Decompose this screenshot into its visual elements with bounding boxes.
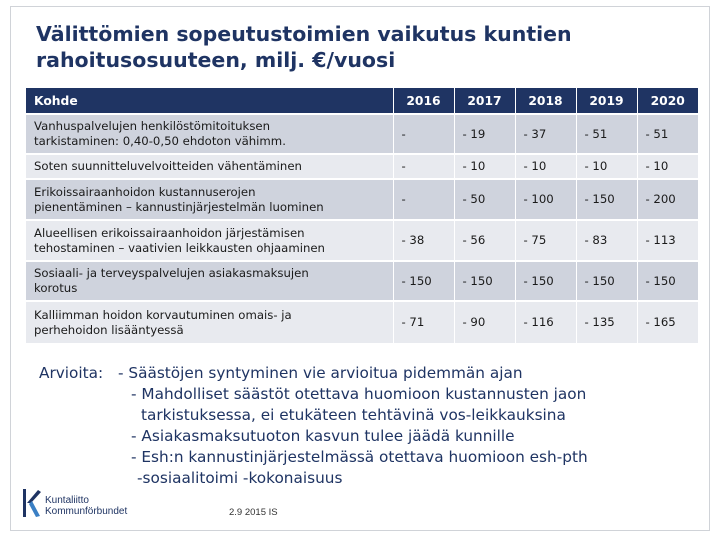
- row-value: - 75: [515, 220, 576, 261]
- row-subject: Alueellisen erikoissairaanhoidon järjestämisen tehostaminen – vaativien leikkausten ohjaaminen: [26, 220, 393, 261]
- header-year: 2016: [393, 88, 454, 114]
- kuntaliitto-logo: [20, 486, 180, 526]
- row-value: - 150: [576, 261, 637, 301]
- notes-label: Arvioita:: [39, 364, 104, 382]
- table-row: [26, 154, 698, 179]
- row-value: - 10: [637, 154, 698, 179]
- table-row: [26, 220, 698, 261]
- row-value: - 150: [454, 261, 515, 301]
- title-line-2: rahoitusosuuteen, milj. €/vuosi: [36, 48, 396, 72]
- row-value: - 113: [637, 220, 698, 261]
- row-subject: Vanhuspalvelujen henkilöstömitoituksen tarkistaminen: 0,40-0,50 ehdoton vähimm.: [26, 114, 393, 154]
- slide-date: 2.9 2015 IS: [229, 507, 278, 518]
- row-value: - 51: [576, 114, 637, 154]
- row-subject: Erikoissairaanhoidon kustannuserojen pienentäminen – kannustinjärjestelmän luominen: [26, 179, 393, 220]
- header-year: 2020: [637, 88, 698, 114]
- table-row: [26, 114, 698, 154]
- header-year: 2018: [515, 88, 576, 114]
- row-value: - 50: [454, 179, 515, 220]
- note-line: tarkistuksessa, ei etukäteen tehtävinä vos-leikkauksina: [141, 406, 566, 424]
- note-line: - Mahdolliset säästöt otettava huomioon kustannusten jaon: [131, 385, 587, 403]
- kuntaliitto-logo-icon: [20, 486, 42, 520]
- note-line: -sosiaalitoimi -kokonaisuus: [137, 469, 343, 487]
- note-line: - Säästöjen syntyminen vie arvioitua pidemmän ajan: [118, 364, 523, 382]
- header-subject: Kohde: [26, 88, 393, 114]
- row-value: -: [393, 154, 454, 179]
- row-value: - 200: [637, 179, 698, 220]
- row-value: - 150: [637, 261, 698, 301]
- table-row: [26, 261, 698, 301]
- savings-table: [26, 88, 698, 345]
- row-value: - 56: [454, 220, 515, 261]
- row-value: - 90: [454, 301, 515, 344]
- row-value: - 51: [637, 114, 698, 154]
- row-value: - 71: [393, 301, 454, 344]
- estimates-notes: [39, 363, 699, 489]
- note-line: - Asiakasmaksutuoton kasvun tulee jäädä kunnille: [131, 427, 515, 445]
- logo-text-fi: Kuntaliitto: [45, 495, 89, 506]
- row-value: - 165: [637, 301, 698, 344]
- table-row: [26, 179, 698, 220]
- logo-text-sv: Kommunförbundet: [45, 506, 128, 517]
- row-value: - 10: [454, 154, 515, 179]
- row-value: - 116: [515, 301, 576, 344]
- table-header-row: [26, 88, 698, 114]
- row-subject: Sosiaali- ja terveyspalvelujen asiakasmaksujen korotus: [26, 261, 393, 301]
- row-value: - 150: [576, 179, 637, 220]
- header-year: 2017: [454, 88, 515, 114]
- slide-title: [36, 21, 696, 73]
- row-value: - 38: [393, 220, 454, 261]
- row-value: - 135: [576, 301, 637, 344]
- row-value: - 37: [515, 114, 576, 154]
- row-value: - 10: [515, 154, 576, 179]
- table-row: [26, 301, 698, 344]
- row-subject: Soten suunnitteluvelvoitteiden vähentäminen: [26, 154, 393, 179]
- row-value: - 150: [393, 261, 454, 301]
- row-value: -: [393, 114, 454, 154]
- row-subject: Kalliimman hoidon korvautuminen omais- ja perhehoidon lisääntyessä: [26, 301, 393, 344]
- row-value: - 150: [515, 261, 576, 301]
- row-value: - 100: [515, 179, 576, 220]
- row-value: -: [393, 179, 454, 220]
- note-line: - Esh:n kannustinjärjestelmässä otettava huomioon esh-pth: [131, 448, 588, 466]
- header-year: 2019: [576, 88, 637, 114]
- title-line-1: Välittömien sopeutustoimien vaikutus kuntien: [36, 22, 572, 46]
- row-value: - 10: [576, 154, 637, 179]
- row-value: - 19: [454, 114, 515, 154]
- row-value: - 83: [576, 220, 637, 261]
- slide: [10, 6, 710, 531]
